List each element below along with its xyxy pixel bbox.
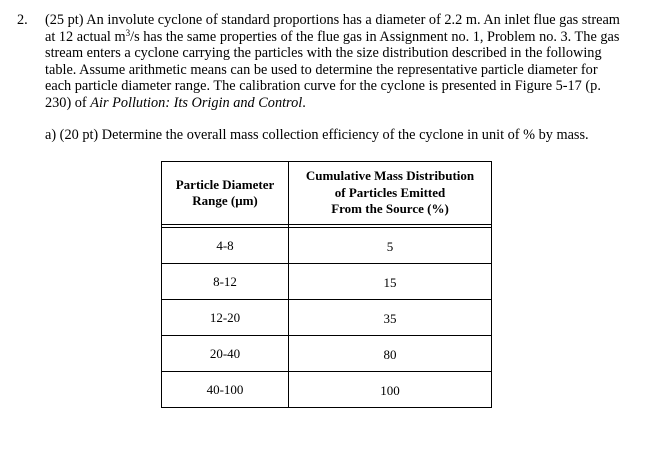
header-particle-diameter: [162, 162, 289, 225]
paragraph-text: /s has the same properties of the flue gas in Assignment no. 1, Problem no. 3. The gas: [130, 28, 620, 45]
header-text: From the Source (%): [331, 201, 449, 217]
paragraph-line: [45, 12, 653, 29]
table-row: [162, 336, 492, 372]
table-row: [162, 228, 492, 264]
paragraph-text: at 12 actual m: [45, 28, 126, 45]
particle-distribution-table: [161, 161, 492, 408]
paragraph-text: 230) of: [45, 94, 91, 111]
cell-cumulative: 15: [289, 264, 492, 300]
paragraph-text: table. Assume arithmetic means can be used to determine the representative particle diameter for: [45, 61, 598, 78]
table-header-row: [162, 162, 492, 225]
paragraph-line: [45, 29, 653, 46]
header-text: Range (μm): [192, 193, 258, 208]
table-row: [162, 372, 492, 408]
question-paragraph: [45, 12, 653, 111]
header-text: of Particles Emitted: [334, 184, 446, 200]
cell-range: 40-100: [162, 372, 289, 408]
question-number: 2.: [17, 12, 28, 28]
cell-range: 8-12: [162, 264, 289, 300]
paragraph-text: stream enters a cyclone carrying the particles with the size distribution described in the following: [45, 45, 602, 61]
cell-cumulative: 100: [289, 372, 492, 408]
paragraph-line: [45, 62, 653, 79]
cell-range: 4-8: [162, 228, 289, 264]
paragraph-line: [45, 45, 653, 62]
cell-range: 12-20: [162, 300, 289, 336]
paragraph-text: .: [302, 94, 306, 111]
cell-range: 20-40: [162, 336, 289, 372]
paragraph-text: (25 pt) An involute cyclone of standard proportions has a diameter of 2.2 m. An inlet flue gas stream: [45, 12, 620, 28]
paragraph-line: [45, 95, 653, 112]
header-cumulative-mass: [289, 162, 492, 225]
paragraph-text: each particle diameter range. The calibration curve for the cyclone is presented in Figure 5-17 (p.: [45, 78, 601, 94]
table-row: [162, 300, 492, 336]
table-row: [162, 264, 492, 300]
superscript-exponent: 3: [125, 27, 131, 38]
cell-cumulative: 5: [289, 228, 492, 264]
header-text: Cumulative Mass Distribution: [305, 168, 475, 184]
cell-cumulative: 80: [289, 336, 492, 372]
book-title: Air Pollution: Its Origin and Control: [90, 94, 303, 111]
header-text: Particle Diameter: [175, 176, 275, 192]
paragraph-line: [45, 78, 653, 95]
cell-cumulative: 35: [289, 300, 492, 336]
part-a-question: a) (20 pt) Determine the overall mass collection efficiency of the cyclone in unit of % by mass.: [45, 127, 589, 143]
